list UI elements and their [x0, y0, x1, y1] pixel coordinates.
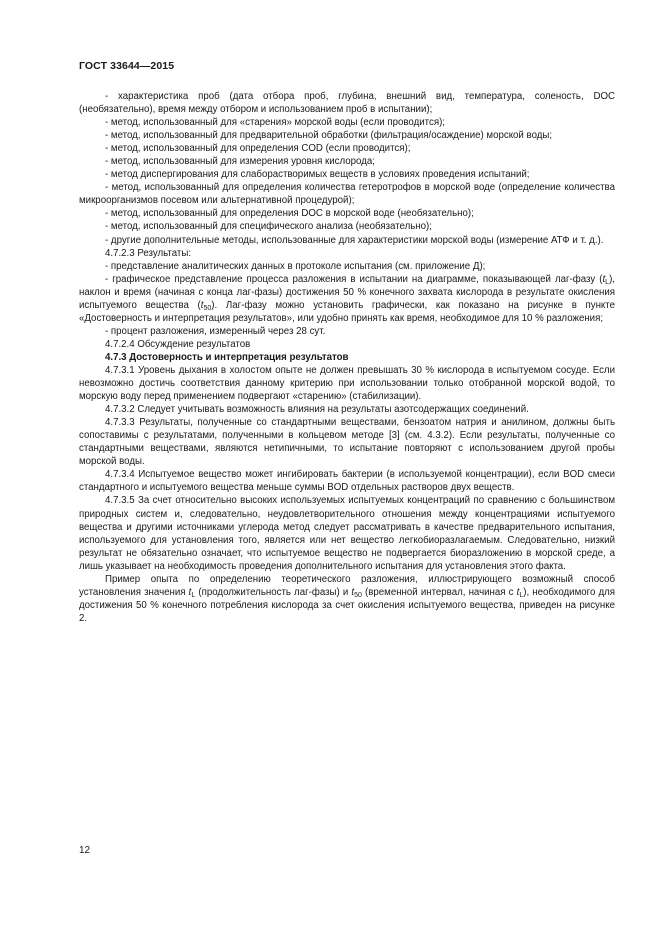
- document-body: [79, 90, 615, 625]
- list-item: - метод, использованный для измерения уровня кислорода;: [105, 156, 375, 168]
- list-item: - метод, использованный для предварительной обработки (фильтрация/осаждение) морской воды;: [105, 130, 553, 142]
- list-item: - процент разложения, измеренный через 28 сут.: [105, 325, 326, 337]
- list-item: - представление аналитических данных в протоколе испытания (см. приложение Д);: [105, 260, 486, 272]
- list-item: - другие дополнительные методы, использованные для характеристики морской воды (измерение АТФ и т. д.).: [105, 234, 604, 246]
- paragraph: 4.7.3.3 Результаты, полученные со стандартными веществами, бензоатом натрия и анилином, должны быть сопоставимы с результатами, полученными в кольцевом методе [3] (см. 4.3.2). Если результаты, полученные со стандартными веществами, являются нетипичными, то испытание повторяют с использованием другой пробы морской воды.: [79, 417, 615, 468]
- list-item-graphic-representation: - графическое представление процесса разложения в испытании на диаграмме, показывающей лаг-фазу $(t_L)$, наклон и время (начиная с конца лаг-фазы) достижения 50 % конечного захвата кислорода в результате окисления испытуемого вещества $(t_{50})$. Лаг-фазу можно установить графически, как показано на рисунке в пункте «Достоверность и интерпретация результатов», или удобно принять как время, необходимое для 10 % разложения;: [79, 273, 615, 324]
- list-item: - метод, использованный для «старения» морской воды (если проводится);: [105, 117, 446, 129]
- list-item: - метод, использованный для определения количества гетеротрофов в морской воде (определение количества микроорганизмов посевом или альтернативной процедурой);: [79, 182, 615, 207]
- document-header: ГОСТ 33644—2015: [79, 60, 175, 72]
- paragraph: 4.7.3.4 Испытуемое вещество может ингибировать бактерии (в используемой концентрации), если BOD смеси стандартного и испытуемого вещества меньше суммы BOD отдельных растворов двух веществ.: [79, 469, 615, 494]
- paragraph: 4.7.3.5 За счет относительно высоких используемых испытуемых концентраций по сравнению с большинством природных систем и, следовательно, неудовлетворительного отношения между концентрациями испытуемого вещества и другими источниками углерода метод следует рассматривать в качестве предварительного испытания, используемого для установления того, является или нет вещество легкобиоразлагаемым. Следовательно, низкий результат не обязательно означает, что испытуемое вещество не подвергается биоразложению в морской среде, а лишь указывает на необходимость проведения дополнительного испытания для установления этого факта.: [79, 495, 615, 572]
- page-number: 12: [79, 845, 91, 856]
- section-heading: 4.7.2.4 Обсуждение результатов: [105, 338, 251, 350]
- list-item: - метод, использованный для специфического анализа (необязательно);: [105, 221, 432, 233]
- list-item: - метод, использованный для определения COD (если проводится);: [105, 143, 411, 155]
- section-heading: 4.7.2.3 Результаты:: [105, 247, 192, 259]
- list-item: - характеристика проб (дата отбора проб, глубина, внешний вид, температура, соленость, DOC (необязательно), время между отбором и использованием проб в испытании);: [79, 91, 615, 116]
- section-title: 4.7.3 Достоверность и интерпретация результатов: [105, 351, 349, 363]
- list-item: - метод диспергирования для слаборастворимых веществ в условиях проведения испытаний;: [105, 169, 530, 181]
- list-item: - метод, использованный для определения DOC в морской воде (необязательно);: [105, 208, 474, 220]
- paragraph: 4.7.3.1 Уровень дыхания в холостом опыте не должен превышать 30 % кислорода в испытуемом сосуде. Если невозможно достичь соответствия данному критерию при использовании только отобранной морской водой, то морскую воду перед применением подвергают «старению» (стабилизации).: [79, 364, 615, 403]
- paragraph-example: Пример опыта по определению теоретического разложения, иллюстрирующего возможный способ установления значения $t_L$ (продолжительность лаг-фазы) и $t_{50}$ (временной интервал, начиная с $t_L$), необходимого для достижения 50 % конечного потребления кислорода за счет окисления испытуемого вещества, приведен на рисунке 2.: [79, 573, 616, 624]
- paragraph: 4.7.3.2 Следует учитывать возможность влияния на результаты азотсодержащих соединений.: [105, 404, 529, 416]
